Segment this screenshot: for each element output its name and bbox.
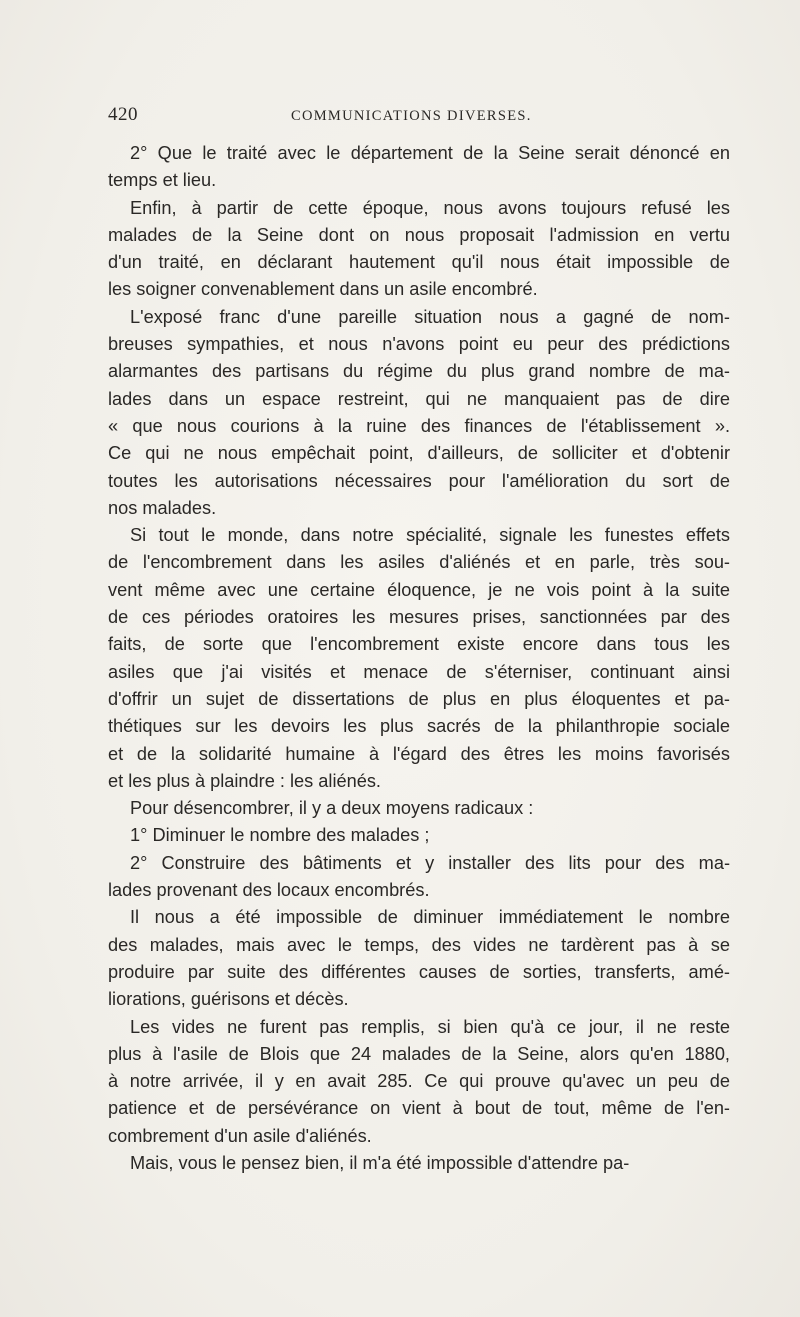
- text-line: lades dans un espace restreint, qui ne manquaient pas de dire: [108, 388, 730, 409]
- text-line: combrement d'un asile d'aliénés.: [108, 1125, 372, 1146]
- text-line: 2° Construire des bâtiments et y installer des lits pour des ma-: [130, 852, 730, 873]
- text-line: des malades, mais avec le temps, des vides ne tardèrent pas à se: [108, 934, 730, 955]
- paragraph: [108, 795, 730, 822]
- text-line: malades de la Seine dont on nous proposait l'admission en vertu: [108, 224, 730, 245]
- paragraph: [108, 822, 730, 849]
- running-head: [108, 100, 730, 130]
- text-line: lades provenant des locaux encombrés.: [108, 880, 430, 901]
- text-line: patience et de persévérance on vient à bout de tout, même de l'en-: [108, 1098, 730, 1119]
- page-number: 420: [108, 104, 138, 125]
- text-line: et de la solidarité humaine à l'égard des êtres les moins favorisés: [108, 743, 730, 764]
- text-line: liorations, guérisons et décès.: [108, 989, 349, 1010]
- running-title: COMMUNICATIONS DIVERSES.: [291, 108, 532, 124]
- paragraph: [108, 1150, 730, 1177]
- text-line: Ce qui ne nous empêchait point, d'ailleurs, de solliciter et d'obtenir: [108, 443, 730, 464]
- text-line: nos malades.: [108, 497, 217, 518]
- paragraph: [108, 522, 730, 795]
- text-line: Il nous a été impossible de diminuer immédiatement le nombre: [130, 907, 730, 928]
- text-line: asiles que j'ai visités et menace de s'éterniser, continuant ainsi: [108, 661, 730, 682]
- text-line: vent même avec une certaine éloquence, je ne vois point à la suite: [108, 579, 730, 600]
- text-line: 2° Que le traité avec le département de la Seine serait dénoncé en: [130, 143, 730, 163]
- paragraph: [108, 140, 730, 195]
- text-line: alarmantes des partisans du régime du plus grand nombre de ma-: [108, 361, 730, 382]
- text-line: toutes les autorisations nécessaires pour l'amélioration du sort de: [108, 470, 730, 491]
- text-line: produire par suite des différentes causes de sorties, transferts, amé-: [108, 961, 730, 982]
- text-line: d'un traité, en déclarant hautement qu'il nous était impossible de: [108, 252, 730, 273]
- text-line: 1° Diminuer le nombre des malades ;: [130, 825, 430, 846]
- text-line: d'offrir un sujet de dissertations de plus en plus éloquentes et pa-: [108, 688, 730, 709]
- text-line: les soigner convenablement dans un asile encombré.: [108, 279, 538, 300]
- text-line: Mais, vous le pensez bien, il m'a été impossible d'attendre pa-: [130, 1152, 630, 1173]
- text-line: thétiques sur les devoirs les plus sacrés de la philanthropie sociale: [108, 716, 730, 737]
- text-line: Les vides ne furent pas remplis, si bien qu'à ce jour, il ne reste: [130, 1016, 730, 1037]
- paragraph: [108, 1014, 730, 1150]
- text-line: Enfin, à partir de cette époque, nous avons toujours refusé les: [130, 197, 730, 218]
- paragraph: [108, 304, 730, 522]
- paragraph: [108, 850, 730, 905]
- text-line: temps et lieu.: [108, 170, 217, 191]
- text-line: de ces périodes oratoires les mesures prises, sanctionnées par des: [108, 607, 730, 628]
- text-line: à notre arrivée, il y en avait 285. Ce qui prouve qu'avec un peu de: [108, 1071, 730, 1092]
- paragraph: [108, 904, 730, 1013]
- text-line: plus à l'asile de Blois que 24 malades de la Seine, alors qu'en 1880,: [108, 1043, 730, 1064]
- text-line: de l'encombrement dans les asiles d'aliénés et en parle, très sou-: [108, 552, 730, 573]
- text-line: Pour désencombrer, il y a deux moyens radicaux :: [130, 798, 534, 819]
- paragraph: [108, 195, 730, 304]
- text-line: « que nous courions à la ruine des finances de l'établissement ».: [108, 415, 730, 436]
- text-line: L'exposé franc d'une pareille situation nous a gagné de nom-: [130, 306, 730, 327]
- text-line: Si tout le monde, dans notre spécialité, signale les funestes effets: [130, 525, 730, 546]
- body-text: [108, 140, 730, 1177]
- text-line: breuses sympathies, et nous n'avons point eu peur des prédictions: [108, 334, 730, 355]
- text-line: et les plus à plaindre : les aliénés.: [108, 770, 381, 791]
- text-line: faits, de sorte que l'encombrement existe encore dans tous les: [108, 634, 730, 655]
